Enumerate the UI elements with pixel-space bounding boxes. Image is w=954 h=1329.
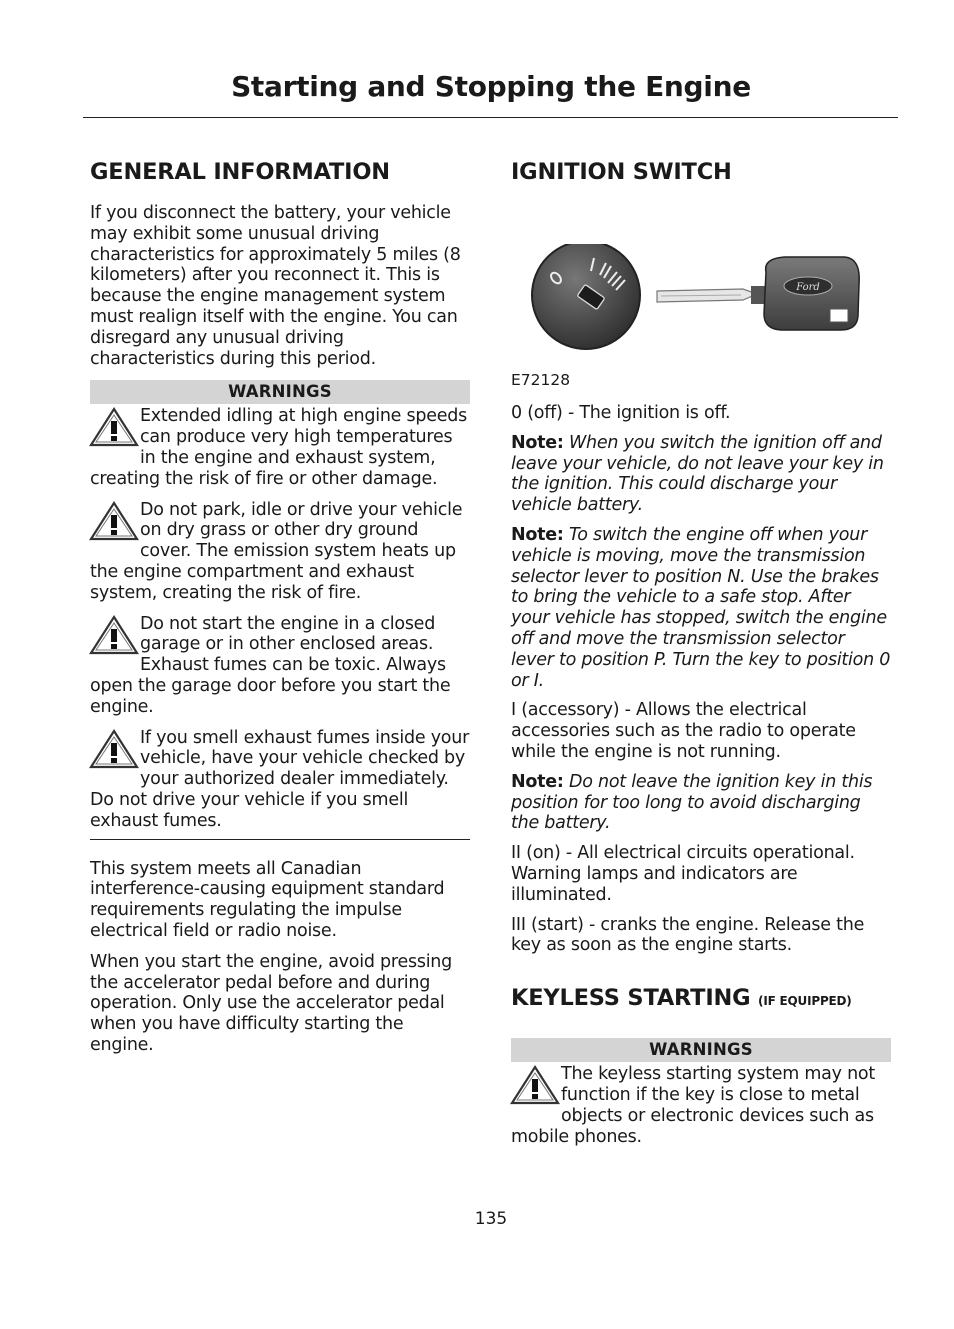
left-column [90, 150, 470, 1056]
section-heading-ignition-switch: IGNITION SWITCH [511, 159, 732, 185]
warning-item [90, 614, 470, 718]
figure-code: E72128 [511, 371, 571, 389]
warning-triangle-icon [88, 614, 140, 656]
warning-text: Do not start the engine in a closed garage or in other enclosed areas. Exhaust fumes can be toxic. Always open the garage door before you start the engine. [90, 613, 451, 717]
page-title: Starting and Stopping the Engine [231, 70, 751, 103]
section-heading-general-information: GENERAL INFORMATION [90, 159, 390, 185]
note-label: Note: [511, 432, 564, 453]
warning-triangle-icon [88, 406, 140, 448]
page-number: 135 [474, 1209, 508, 1229]
position-2-description: II (on) - All electrical circuits operational. Warning lamps and indicators are illuminated. [511, 843, 855, 905]
ignition-switch-illustration [511, 244, 891, 374]
note-text: Do not leave the ignition key in this position for too long to avoid discharging the battery. [511, 771, 873, 834]
keyless-heading-text: KEYLESS STARTING [511, 985, 751, 1012]
warnings-header: WARNINGS [90, 380, 470, 404]
note-paragraph [511, 772, 891, 834]
warning-triangle-icon [88, 728, 140, 770]
accelerator-paragraph: When you start the engine, avoid pressing the accelerator pedal before and during operation. Only use the accelerator pedal when you have difficulty starting the engine. [90, 951, 453, 1055]
warnings-header: WARNINGS [511, 1038, 891, 1062]
warning-text: Extended idling at high engine speeds can produce very high temperatures in the engine and exhaust system, creating the risk of fire or other damage. [90, 406, 467, 489]
warning-item [511, 1064, 891, 1147]
warning-item [90, 406, 470, 489]
warning-item [90, 728, 470, 832]
note-text: When you switch the ignition off and leave your vehicle, do not leave your key in the ignition. This could discharge your vehicle battery. [511, 432, 884, 516]
warning-text: The keyless starting system may not function if the key is close to metal objects or electronic devices such as mobile phones. [511, 1064, 875, 1147]
position-3-description: III (start) - cranks the engine. Release the key as soon as the engine starts. [511, 914, 865, 956]
note-label: Note: [511, 771, 564, 792]
title-divider [83, 117, 898, 118]
warning-triangle-icon [88, 500, 140, 542]
general-intro-paragraph: If you disconnect the battery, your vehicle may exhibit some unusual driving characteristics for approximately 5 miles (8 kilometers) after you reconnect it. This is because the engine management system must realign itself with the engine. You can disregard any unusual driving characteristics during this period. [90, 203, 461, 369]
warning-text: Do not park, idle or drive your vehicle on dry grass or other dry ground cover. The emission system heats up the engine compartment and exhaust system, creating the risk of fire. [90, 499, 463, 603]
warning-item [90, 500, 470, 604]
note-text: To switch the engine off when your vehicle is moving, move the transmission selector lever to position N. Use the brakes to bring the vehicle to a safe stop. After your vehicle has stopped, switch the engine off and move the transmission selector lever to position P. Turn the key to position 0 or I. [511, 524, 891, 691]
section-heading-keyless-starting [511, 976, 891, 1023]
note-paragraph [511, 433, 891, 516]
right-column [511, 150, 891, 1147]
warnings-end-divider [90, 839, 470, 840]
position-0-description: 0 (off) - The ignition is off. [511, 403, 731, 423]
position-1-description: I (accessory) - Allows the electrical accessories such as the radio to operate while the engine is not running. [511, 700, 856, 762]
if-equipped-label: (IF EQUIPPED) [758, 994, 852, 1009]
note-label: Note: [511, 524, 564, 545]
canadian-standard-paragraph: This system meets all Canadian interference-causing equipment standard requirements regulating the impulse electrical field or radio noise. [90, 858, 445, 941]
ford-logo-text: Ford [796, 282, 820, 293]
warning-text: If you smell exhaust fumes inside your vehicle, have your vehicle checked by your authorized dealer immediately. Do not drive your vehicle if you smell exhaust fumes. [90, 727, 470, 831]
ignition-key-figure [511, 244, 891, 374]
note-paragraph [511, 525, 891, 691]
warning-triangle-icon [509, 1064, 561, 1106]
